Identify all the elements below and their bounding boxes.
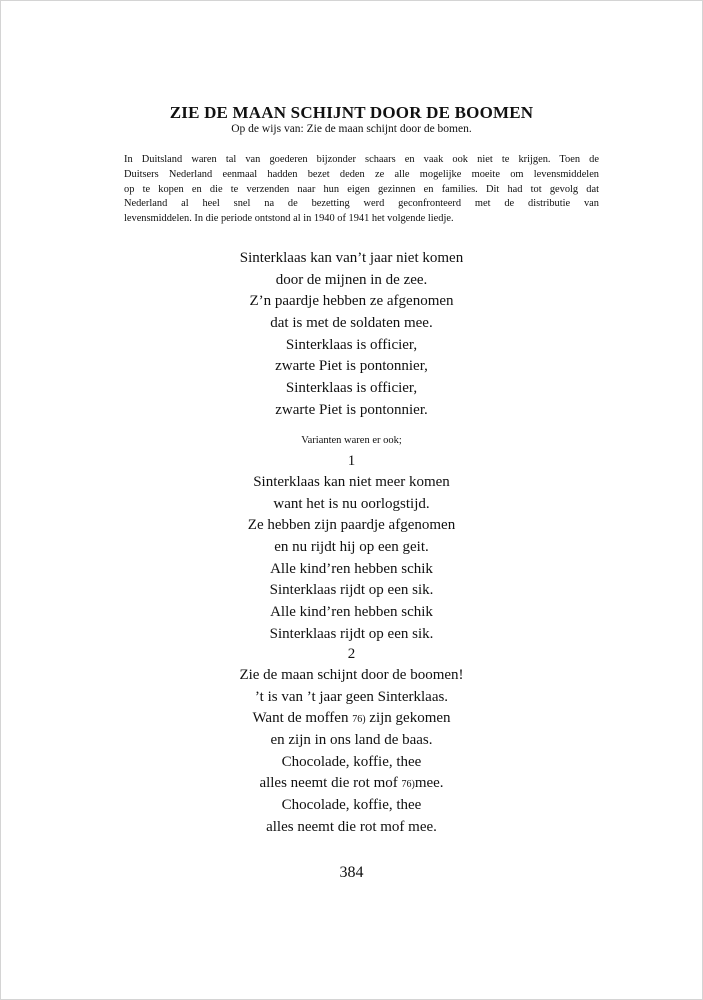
- poem-line: Chocolade, koffie, thee: [281, 797, 422, 814]
- poem-line-footnoted: [1, 773, 702, 795]
- variant-number-2: 2: [347, 646, 356, 662]
- intro-line: op te kopen en die te verzenden naar hun eigen gezinnen en families. Dit had tot gevolg dat: [124, 183, 599, 195]
- poem-line-part: zijn gekomen: [369, 710, 451, 727]
- intro-line: levensmiddelen. In die periode ontstond al in 1940 of 1941 het volgende liedje.: [124, 213, 454, 225]
- page-number: 384: [339, 864, 364, 881]
- poem-line: Sinterklaas kan van’t jaar niet komen: [239, 250, 464, 266]
- footnote-ref: 76): [352, 714, 366, 726]
- poem-line: Ze hebben zijn paardje afgenomen: [247, 517, 456, 534]
- poem-line: zwarte Piet is pontonnier,: [275, 358, 428, 375]
- poem-line: Sinterklaas rijdt op een sik.: [269, 582, 434, 599]
- poem-line: Sinterklaas is officier,: [285, 336, 418, 353]
- poem-line: dat is met de soldaten mee.: [270, 315, 433, 332]
- poem-line: Z’n paardje hebben ze afgenomen: [249, 293, 454, 310]
- poem-line: Alle kind’ren hebben schik: [270, 604, 433, 621]
- poem-line: want het is nu oorlogstijd.: [273, 495, 430, 512]
- poem-line: en nu rijdt hij op een geit.: [274, 539, 429, 556]
- intro-paragraph: [124, 153, 599, 227]
- footnote-ref: 76): [401, 779, 415, 791]
- poem-line: en zijn in ons land de baas.: [270, 732, 433, 749]
- poem-line: zwarte Piet is pontonnier.: [275, 401, 428, 418]
- poem-line: Sinterklaas is officier,: [285, 380, 418, 397]
- poem-line-part: Want de moffen: [252, 710, 349, 727]
- intro-line: In Duitsland waren tal van goederen bijzonder schaars en vaak ook niet te krijgen. Toen de: [124, 154, 599, 165]
- poem-line: Sinterklaas rijdt op een sik.: [269, 625, 434, 642]
- intro-line: Duitsers Nederland eenmaal hadden bezet deden ze alle mogelijke moeite om levensmiddelen: [124, 168, 599, 180]
- poem-variant-1: [1, 472, 702, 646]
- poem-line-part: mee.: [414, 775, 444, 792]
- song-subtitle: Op de wijs van: Zie de maan schijnt door de bomen.: [231, 123, 472, 135]
- song-title: ZIE DE MAAN SCHIJNT DOOR DE BOOMEN: [169, 103, 534, 122]
- intro-line: Nederland al heel snel na de bezetting werd geconfronteerd met de distributie van: [124, 198, 599, 210]
- poem-line: Zie de maan schijnt door de boomen!: [239, 667, 464, 683]
- variants-label: Varianten waren er ook;: [301, 435, 402, 446]
- poem-line: Chocolade, koffie, thee: [281, 753, 422, 770]
- poem-variant-2: [1, 665, 702, 839]
- poem-line-footnoted: [1, 708, 702, 730]
- poem-line: door de mijnen in de zee.: [275, 271, 428, 288]
- poem-line: Sinterklaas kan niet meer komen: [253, 474, 450, 490]
- variant-number-1: 1: [347, 453, 356, 469]
- poem-line-part: alles neemt die rot mof: [259, 775, 398, 792]
- poem-line: ’t is van ’t jaar geen Sinterklaas.: [254, 688, 449, 705]
- poem-line: alles neemt die rot mof mee.: [266, 818, 437, 835]
- poem-line: Alle kind’ren hebben schik: [270, 560, 433, 577]
- poem-main: [1, 248, 702, 422]
